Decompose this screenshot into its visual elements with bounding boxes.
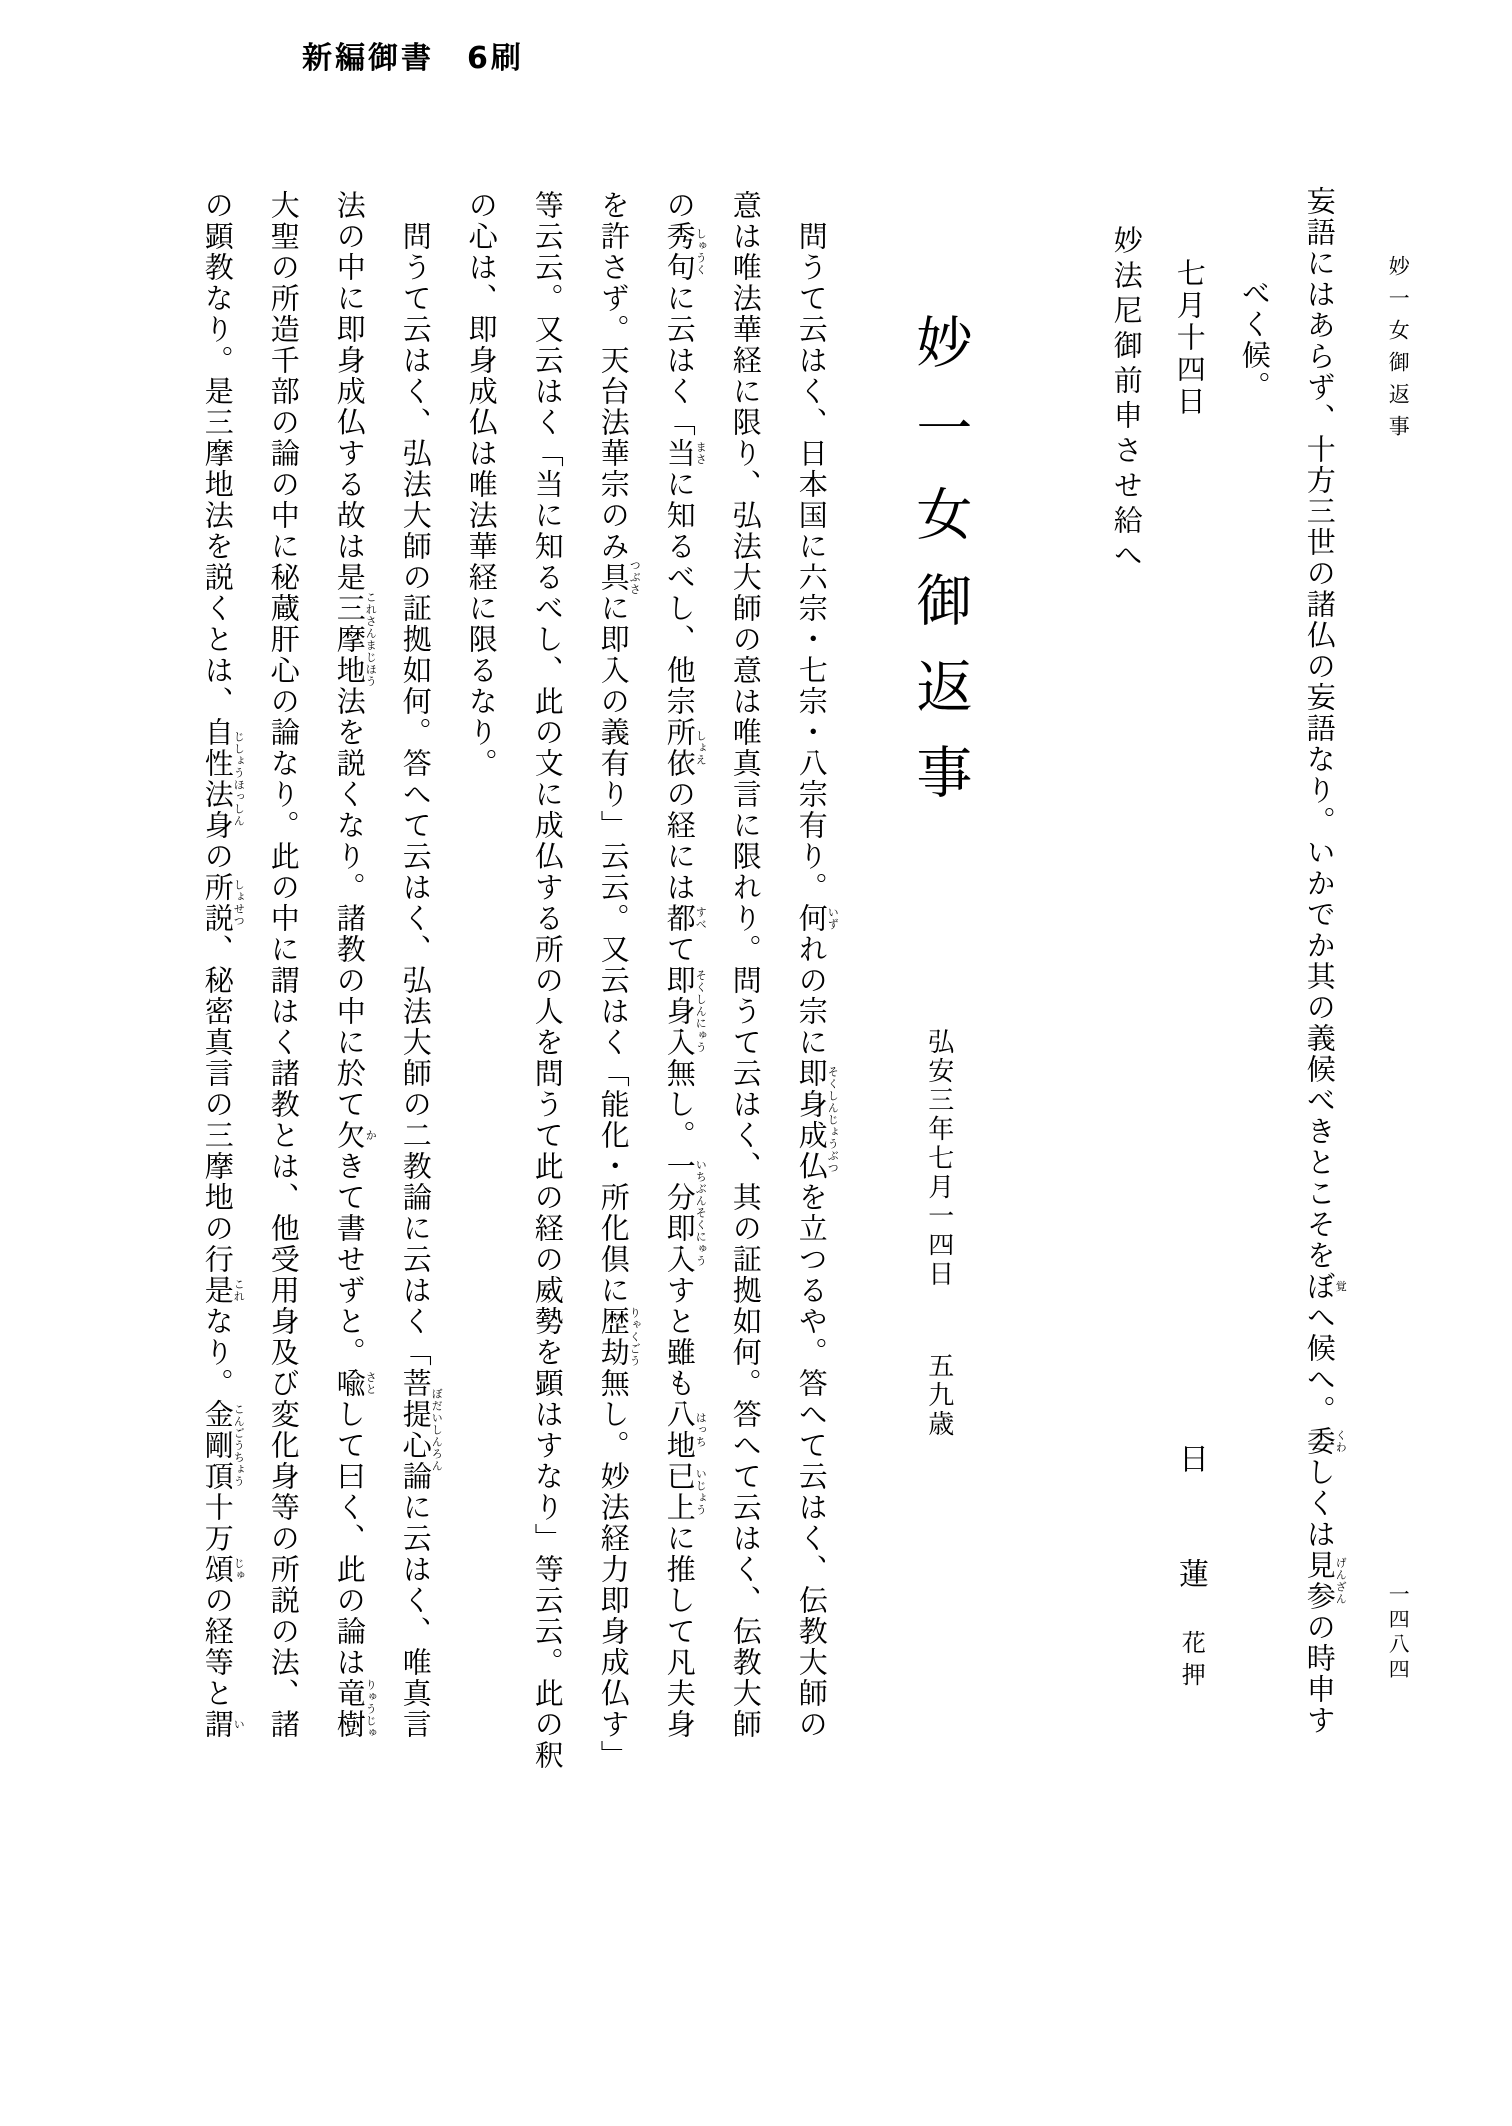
letter-title: 妙一女御返事 [907, 313, 973, 829]
body-column-3: の秀句しゅうくに云はく「当まさに知るべし、他宗所依しょえの経には都すべて即身入そくしんにゅう無し。一分即入いちぶんそくにゅうすと雖も八地はっち已上いじょうに推して凡夫身 [662, 190, 708, 1740]
edition-header: 新編御書 6刷 [302, 41, 524, 76]
body-column-7: 問うて云はく、弘法大師の証拠如何。答へて云はく、弘法大師の二教論に云はく「菩提心論ぼだいしんろんに云はく、唯真言 [398, 221, 444, 1740]
running-head: 妙一女御返事 [1386, 255, 1411, 447]
composition-date: 弘安三年七月一四日 [923, 1028, 954, 1289]
body-column-2: 意は唯法華経に限り、弘法大師の意は唯真言に限れり。問うて云はく、其の証拠如何。答へて云はく、伝教大師 [728, 190, 763, 1740]
page-number: 一四八四 [1386, 1583, 1411, 1683]
signature-ren: 蓮 [1173, 1558, 1208, 1588]
closing-column-1: 妄語にはあらず、十方三世の諸仏の妄語なり。いかでか其の義候べきとこそをぼ覚へ候へ。委くわしくは見参げんざんの時申す [1302, 186, 1348, 1736]
body-column-4: を許さず。天台法華宗のみ具つぶさに即入の義有り」云云。又云はく「能化・所化倶に歴劫りゃくごう無し。妙法経力即身成仏す」 [596, 190, 642, 1771]
kao-mark: 花押 [1177, 1630, 1206, 1694]
body-column-8: 法の中に即身成仏する故は是三摩地法これさんまじほうを説くなり。諸教の中に於て欠かきて書せずと。喩さとして曰く、此の論は竜樹りゅうじゅ [332, 190, 378, 1740]
body-column-1: 問うて云はく、日本国に六宗・七宗・八宗有り。何いずれの宗に即身成仏そくしんじょうぶつを立つるや。答へて云はく、伝教大師の [794, 221, 840, 1740]
addressee-line: 妙法尼御前申させ給へ [1109, 225, 1144, 575]
body-column-6: の心は、即身成仏は唯法華経に限るなり。 [464, 190, 499, 779]
author-age: 五九歳 [923, 1352, 954, 1439]
body-column-10: の顕教なり。是三摩地法を説くとは、自性法身じしょうほっしんの所説しょせつ、秘密真言の三摩地の行是これなり。金剛頂こんごうちょう十万頌じゅの経等と謂い [200, 190, 246, 1740]
signature-nichi: 日 [1173, 1443, 1208, 1473]
body-column-9: 大聖の所造千部の論の中に秘蔵肝心の論なり。此の中に謂はく諸教とは、他受用身及び変化身等の所説の法、諸 [266, 190, 301, 1740]
closing-column-2: べく候。 [1237, 278, 1272, 402]
letter-date: 七月十四日 [1172, 258, 1207, 418]
body-column-5: 等云云。又云はく「当に知るべし、此の文に成仏する所の人を問うて此の経の威勢を顕はすなり」等云云。此の釈 [530, 190, 565, 1771]
